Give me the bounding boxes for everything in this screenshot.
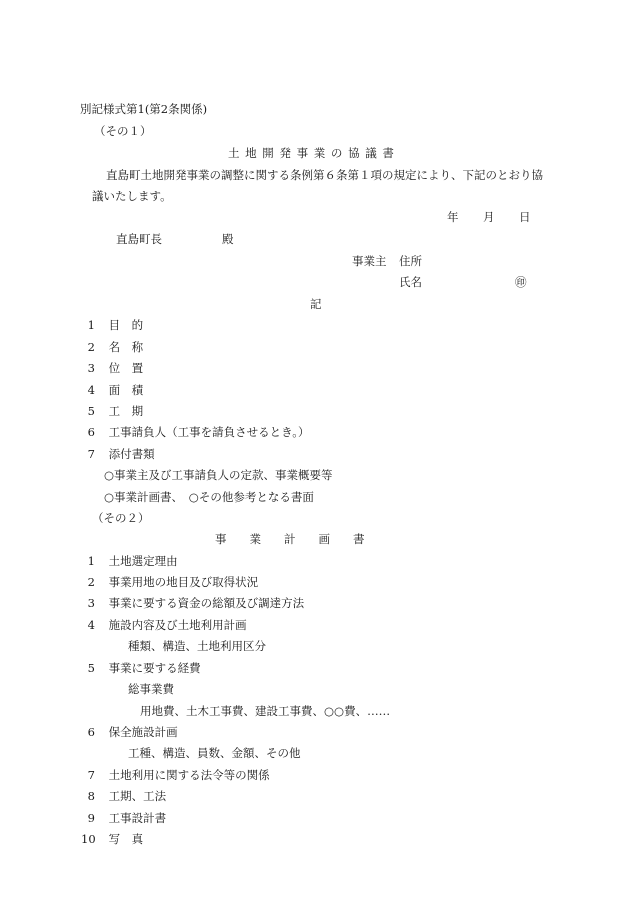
list-item [81, 556, 178, 568]
item-label: 土地選定理由 [108, 554, 178, 568]
list-item [81, 598, 304, 610]
item-label: 工事請負人（工事を請負させるとき。） [108, 425, 310, 439]
item-label: 面 積 [108, 383, 144, 397]
item-number: 6 [87, 425, 95, 439]
list-item [81, 385, 143, 397]
item-number: 1 [87, 554, 95, 568]
item-label: 写 真 [108, 832, 144, 846]
applicant-label: 事業主 [352, 254, 387, 268]
item-number: 2 [87, 340, 95, 354]
sub-sub-item: 用地費、土木工事費、建設工事費、○○費、…… [140, 704, 391, 718]
item-number: 4 [87, 618, 95, 632]
list-item [81, 577, 258, 589]
list-item [81, 663, 201, 675]
item-label: 位 置 [108, 361, 144, 375]
item-number: 10 [81, 832, 96, 846]
intro-line-2: 議いたします。 [92, 189, 172, 203]
item-label: 工事設計書 [108, 811, 167, 825]
item-label: 保全施設計画 [108, 725, 178, 739]
item-number: 5 [87, 661, 95, 675]
list-item [81, 342, 143, 354]
list-item [81, 791, 166, 803]
list-item [81, 449, 155, 461]
item-number: 9 [87, 811, 95, 825]
list-item [81, 406, 143, 418]
date-year-label: 年 [447, 210, 459, 224]
list-item [81, 427, 309, 439]
item-number: 7 [87, 768, 95, 782]
item-number: 8 [87, 789, 95, 803]
attachment-line-1: ○事業主及び工事請負人の定款、事業概要等 [104, 468, 333, 482]
list-item [81, 620, 247, 632]
part1-label: （その１） [94, 124, 152, 138]
item-number: 6 [87, 725, 95, 739]
item-label: 事業に要する経費 [108, 661, 201, 675]
item-number: 3 [87, 596, 95, 610]
item-number: 1 [87, 318, 95, 332]
date-month-label: 月 [483, 210, 495, 224]
sub-item: 工種、構造、員数、金額、その他 [128, 746, 301, 760]
item-number: 5 [87, 404, 95, 418]
sub-item: 総事業費 [128, 682, 174, 696]
item-label: 工 期 [108, 404, 144, 418]
attachment-line-2: ○事業計画書、 ○その他参考となる書面 [104, 490, 314, 504]
seal-mark: ㊞ [515, 275, 527, 289]
intro-line-1: 直島町土地開発事業の調整に関する条例第６条第１項の規定により、下記のとおり協 [106, 168, 543, 182]
ki-heading: 記 [310, 297, 322, 311]
list-item [81, 813, 166, 825]
list-item [81, 770, 270, 782]
applicant-address-label: 住所 [399, 254, 422, 268]
item-label: 名 称 [108, 340, 144, 354]
addressee-name: 直島町長 [116, 232, 162, 246]
item-label: 添付書類 [108, 447, 155, 461]
item-number: 4 [87, 383, 95, 397]
list-item [81, 834, 143, 846]
item-label: 工期、工法 [108, 789, 167, 803]
document-title: 土 地 開 発 事 業 の 協 議 書 [228, 146, 395, 160]
part2-label: （その２） [92, 511, 150, 525]
date-day-label: 日 [519, 210, 531, 224]
item-label: 事業用地の地目及び取得状況 [108, 575, 259, 589]
list-item [81, 727, 178, 739]
part2-title: 事 業 計 画 書 [215, 532, 365, 546]
item-number: 2 [87, 575, 95, 589]
item-label: 施設内容及び土地利用計画 [108, 618, 247, 632]
applicant-name-label: 氏名 [399, 275, 422, 289]
item-label: 目 的 [108, 318, 144, 332]
item-label: 事業に要する資金の総額及び調達方法 [108, 596, 305, 610]
form-id: 別記様式第1(第2条関係) [80, 102, 208, 116]
item-number: 3 [87, 361, 95, 375]
sub-item: 種類、構造、土地利用区分 [128, 639, 266, 653]
item-label: 土地利用に関する法令等の関係 [108, 768, 270, 782]
list-item [81, 363, 143, 375]
item-number: 7 [87, 447, 95, 461]
addressee-honorific: 殿 [222, 232, 234, 246]
list-item [81, 320, 143, 332]
